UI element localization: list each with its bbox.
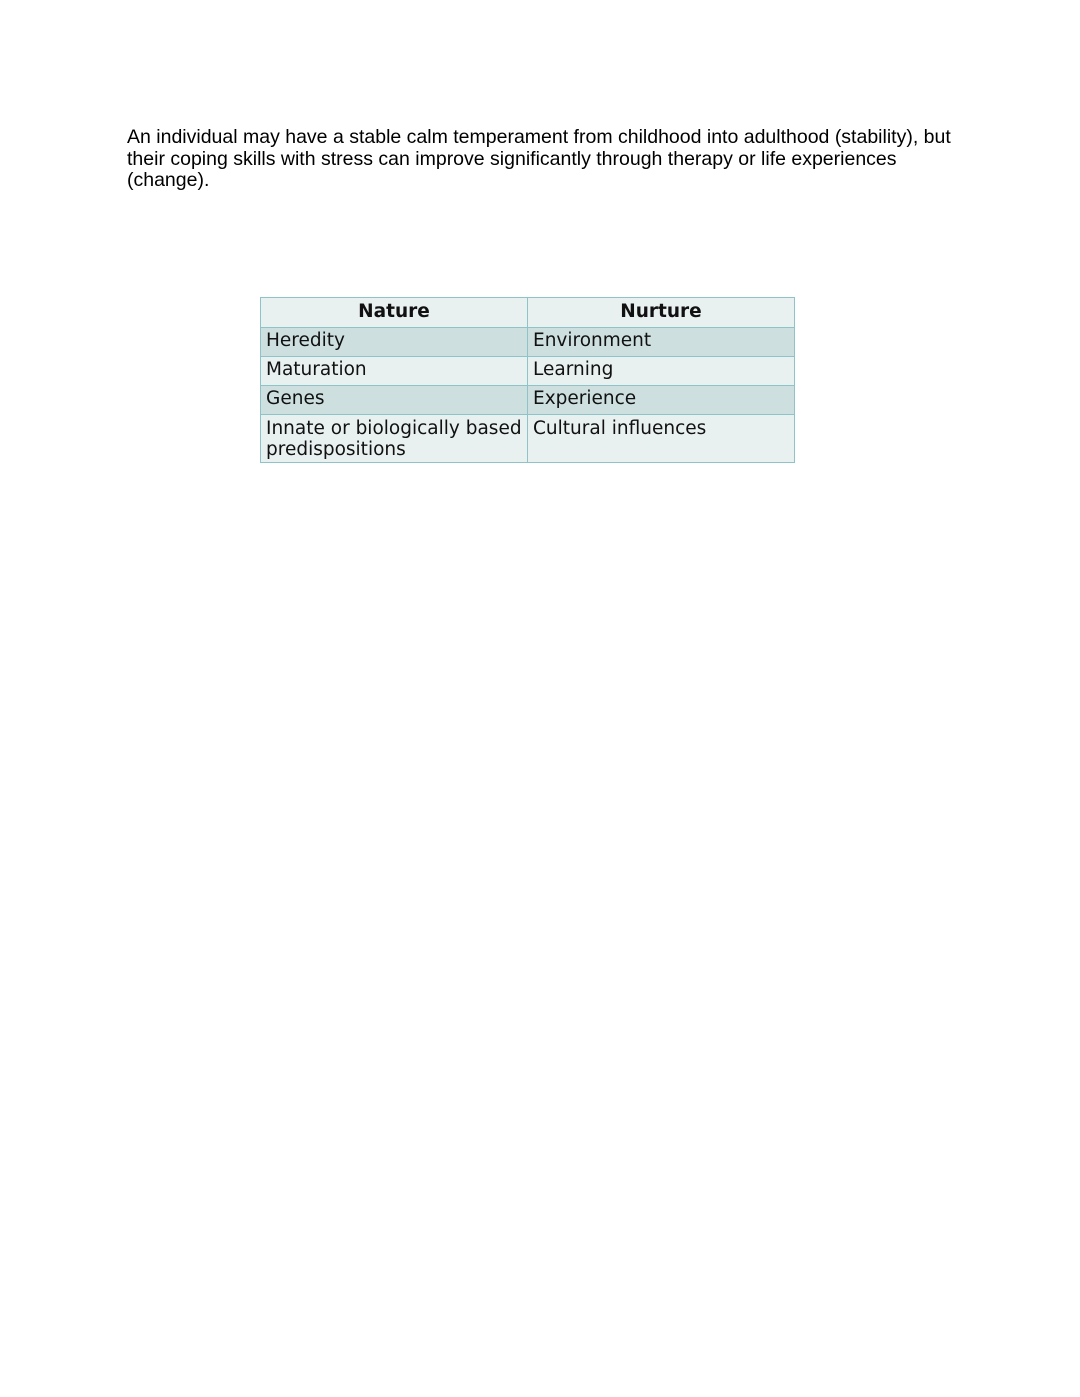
- body-paragraph: An individual may have a stable calm temperament from childhood into adulthood (stability), but their coping skills with stress can improve significantly through therapy or life experiences (change).: [127, 126, 951, 191]
- table-cell: Environment: [528, 328, 795, 357]
- table-cell: Experience: [528, 386, 795, 415]
- nature-nurture-table: [260, 297, 794, 463]
- table-row: [261, 386, 795, 415]
- table-cell: Learning: [528, 357, 795, 386]
- table-cell: Genes: [261, 386, 528, 415]
- table-header-row: [261, 298, 795, 328]
- table-cell: Cultural influences: [528, 415, 795, 463]
- column-header-nature: Nature: [261, 298, 528, 328]
- table-row: [261, 328, 795, 357]
- table-row: [261, 357, 795, 386]
- table-cell: Heredity: [261, 328, 528, 357]
- table-cell: Maturation: [261, 357, 528, 386]
- comparison-table: [260, 297, 795, 463]
- column-header-nurture: Nurture: [528, 298, 795, 328]
- table-row: [261, 415, 795, 463]
- table-cell: Innate or biologically based predispositions: [261, 415, 528, 463]
